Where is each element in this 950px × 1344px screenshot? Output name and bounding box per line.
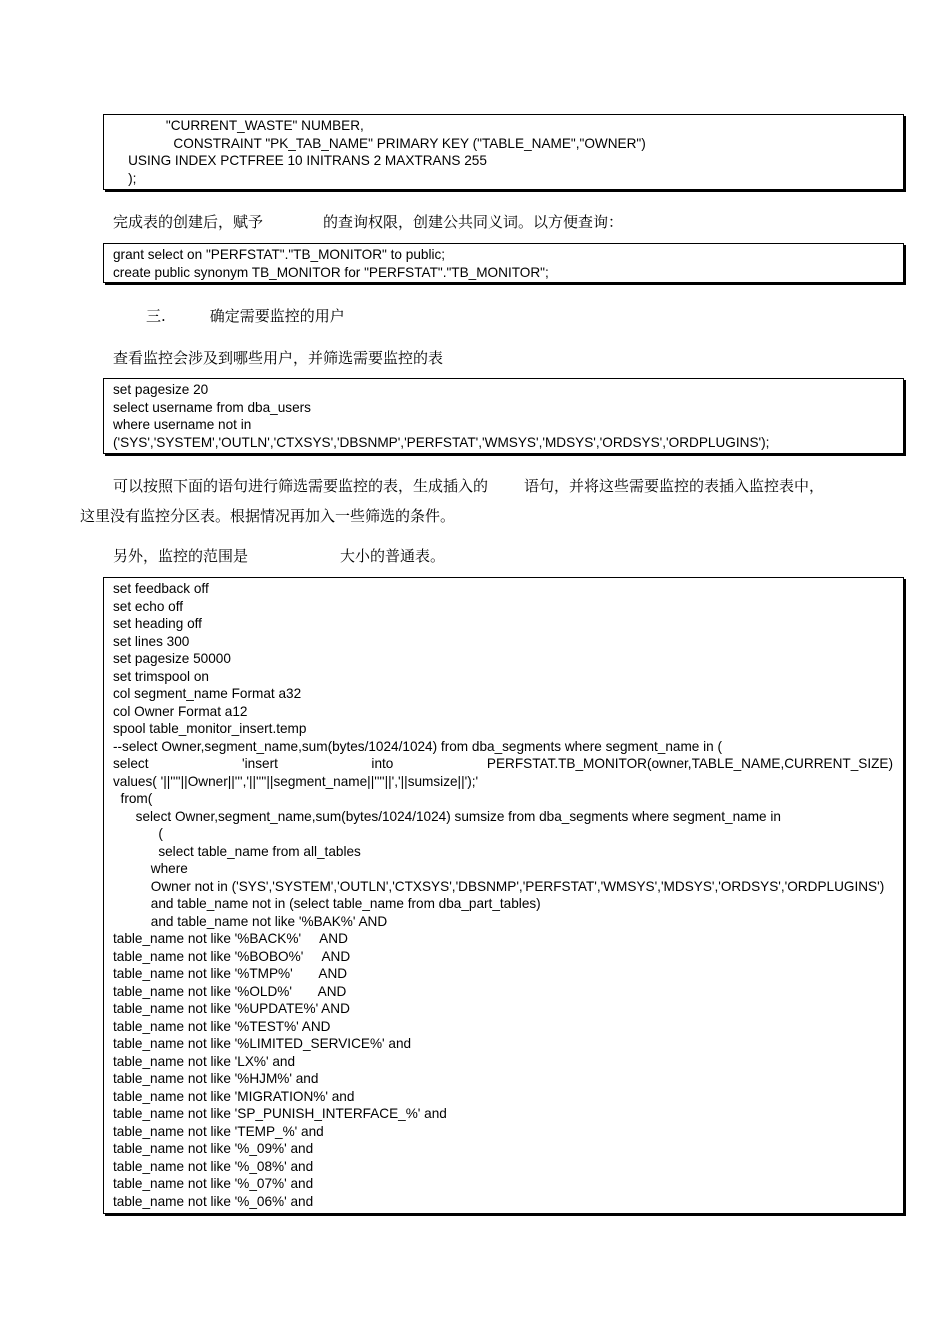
paragraph-text: 这里没有监控分区表。根据情况再加入一些筛选的条件。 [80,507,456,525]
code-line: ); [113,170,137,186]
paragraph-text: 可以按照下面的语句进行筛选需要监控的表，生成插入的 [113,477,489,495]
code-line: select Owner,segment_name,sum(bytes/1024/1024) sumsize from dba_segments where segment_name in [113,808,781,824]
code-line: --select Owner,segment_name,sum(bytes/1024/1024) from dba_segments where segment_name in ( [113,738,723,754]
code-line: set pagesize 20 [113,382,209,397]
code-line: col segment_name Format a32 [113,686,302,701]
code-line: col Owner Format a12 [113,703,248,719]
paragraph-view-users [113,347,443,368]
code-line: table_name not like '%OLD%' AND [113,983,347,999]
code-line: select table_name from all_tables [113,843,361,859]
section-heading [146,305,345,326]
paragraph-text: 查看监控会涉及到哪些用户，并筛选需要监控的表 [113,349,444,367]
paragraph-text: 语句，并将这些需要监控的表插入监控表中， [524,477,825,495]
code-block-spool-script [103,577,904,1214]
paragraph-text: 完成表的创建后，赋予 [113,213,264,231]
section-number: 三. [146,307,166,325]
code-line: table_name not like 'TEMP_%' and [113,1123,324,1139]
code-block-select-users [103,378,904,454]
code-line: ( [113,826,163,841]
code-line: table_name not like '%_06%' and [113,1193,314,1209]
code-line: grant select on "PERFSTAT"."TB_MONITOR" to public; [113,247,446,262]
code-line: set heading off [113,616,202,631]
code-line: ('SYS','SYSTEM','OUTLN','CTXSYS','DBSNMP','PERFSTAT','WMSYS','MDSYS','ORDSYS','ORDPLUGINS'); [113,434,770,450]
code-line: set echo off [113,598,184,614]
code-line: table_name not like '%TEST%' AND [113,1018,331,1034]
code-line: table_name not like '%BOBO%' AND [113,948,351,964]
code-line: and table_name not like '%BAK%' AND [113,913,388,929]
paragraph-monitor-scope [113,545,445,566]
code-block-grant [103,243,904,283]
code-line: where username not in [113,417,252,432]
code-line: set trimspool on [113,668,209,684]
code-line: spool table_monitor_insert.temp [113,721,307,736]
paragraph-filter-tables-line1 [113,475,824,496]
code-line: table_name not like '%_09%' and [113,1141,314,1156]
code-line: set feedback off [113,581,209,596]
code-block-create-table-tail [103,114,904,190]
code-line: from( [113,791,153,806]
code-line: and table_name not in (select table_name from dba_part_tables) [113,896,541,911]
code-line: table_name not like '%LIMITED_SERVICE%' and [113,1036,412,1051]
code-line: USING INDEX PCTFREE 10 INITRANS 2 MAXTRANS 255 [113,153,487,168]
section-title: 确定需要监控的用户 [209,307,345,325]
paragraph-grant-intro [113,211,623,232]
code-line: values( '||''''||Owner||''','||''''||segment_name||''''||','||sumsize||');' [113,773,479,789]
paragraph-text: 另外，监控的范围是 [113,547,249,565]
paragraph-filter-tables-line2 [80,505,455,526]
code-line: table_name not like '%UPDATE%' AND [113,1001,350,1016]
code-line: table_name not like '%HJM%' and [113,1071,319,1086]
code-line: "CURRENT_WASTE" NUMBER, [113,118,364,133]
code-line: where [113,861,188,876]
code-line: table_name not like '%_07%' and [113,1176,314,1191]
code-line: table_name not like 'MIGRATION%' and [113,1088,355,1104]
code-line: table_name not like 'LX%' and [113,1053,296,1069]
code-line: table_name not like '%_08%' and [113,1158,314,1174]
code-line-justified: select 'insert into PERFSTAT.TB_MONITOR(owner,TABLE_NAME,CURRENT_SIZE) [113,756,893,771]
code-line: create public synonym TB_MONITOR for "PERFSTAT"."TB_MONITOR"; [113,264,549,280]
code-line: Owner not in ('SYS','SYSTEM','OUTLN','CTXSYS','DBSNMP','PERFSTAT','WMSYS','MDSYS','ORDSYS','ORDPLUGINS') [113,878,885,894]
code-line: select username from dba_users [113,399,311,415]
code-line: table_name not like 'SP_PUNISH_INTERFACE_%' and [113,1106,447,1121]
code-line: set lines 300 [113,633,190,649]
code-line: table_name not like '%TMP%' AND [113,966,348,981]
paragraph-text: 的查询权限，创建公共同义词。以方便查询： [323,213,624,231]
paragraph-text: 大小的普通表。 [340,547,446,565]
code-line: table_name not like '%BACK%' AND [113,931,348,946]
code-line: CONSTRAINT "PK_TAB_NAME" PRIMARY KEY ("TABLE_NAME","OWNER") [113,135,646,151]
code-line: set pagesize 50000 [113,651,231,666]
